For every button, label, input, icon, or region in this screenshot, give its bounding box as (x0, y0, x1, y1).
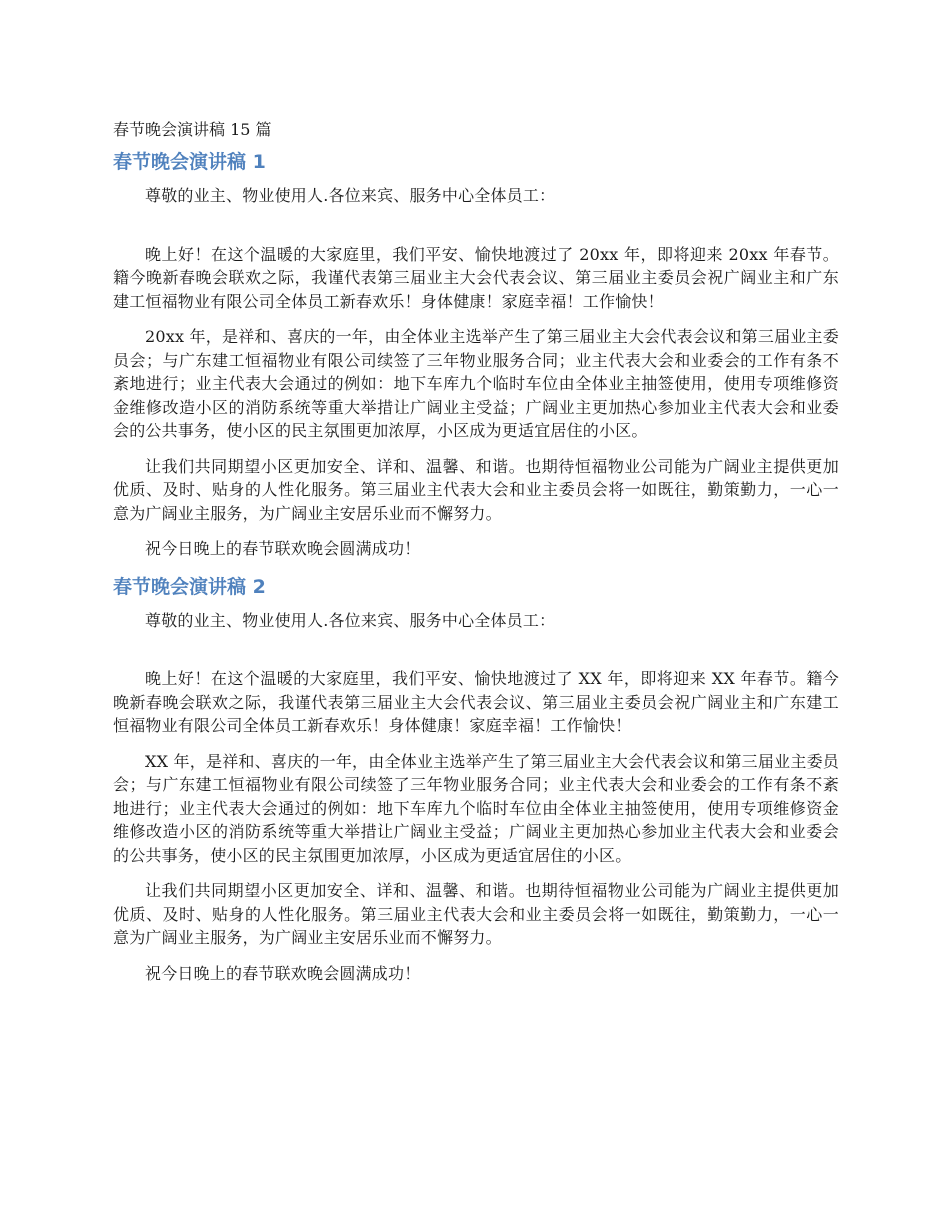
greeting-paragraph: 尊敬的业主、物业使用人.各位来宾、服务中心全体员工： (145, 610, 556, 630)
opening-paragraph: 晚上好！在这个温暖的大家庭里，我们平安、愉快地渡过了 20xx 年，即将迎来 20xx 年春节。籍今晚新春晚会联欢之际，我谨代表第三届业主大会代表会议、第三届业主委员会祝广阔业主和广东建工恒福物业有限公司全体员工新春欢乐！身体健康！家庭幸福！工作愉快！ (113, 244, 839, 311)
closing-paragraph: 祝今日晚上的春节联欢晚会圆满成功！ (145, 539, 421, 558)
section-heading: 春节晚会演讲稿 1 (113, 151, 266, 173)
greeting-paragraph: 尊敬的业主、物业使用人.各位来宾、服务中心全体员工： (145, 186, 556, 205)
opening-paragraph: 晚上好！在这个温暖的大家庭里，我们平安、愉快地渡过了 XX 年，即将迎来 XX 年春节。籍今晚新春晚会联欢之际，我谨代表第三届业主大会代表会议、第三届业主委员会祝广阔业主和广东建工恒福物业有限公司全体员工新春欢乐！身体健康！家庭幸福！工作愉快！ (113, 669, 839, 735)
review-paragraph: 20xx 年，是祥和、喜庆的一年，由全体业主选举产生了第三届业主大会代表会议和第三届业主委员会；与广东建工恒福物业有限公司续签了三年物业服务合同；业主代表大会和业委会的工作有条不紊地进行；业主代表大会通过的例如：地下车库九个临时车位由全体业主抽签使用，使用专项维修资金维修改造小区的消防系统等重大举措让广阔业主受益；广阔业主更加热心参加业主代表大会和业委会的公共事务，使小区的民主氛围更加浓厚，小区成为更适宜居住的小区。 (113, 327, 839, 440)
outlook-paragraph: 让我们共同期望小区更加安全、详和、温馨、和谐。也期待恒福物业公司能为广阔业主提供更加优质、及时、贴身的人性化服务。第三届业主代表大会和业主委员会将一如既往，勤策勤力，一心一意为广阔业主服务，为广阔业主安居乐业而不懈努力。 (113, 881, 839, 947)
speech-section-2 (113, 573, 839, 986)
section-heading: 春节晚会演讲稿 2 (113, 575, 266, 598)
outlook-paragraph: 让我们共同期望小区更加安全、详和、温馨、和谐。也期待恒福物业公司能为广阔业主提供更加优质、及时、贴身的人性化服务。第三届业主代表大会和业主委员会将一如既往，勤策勤力，一心一意为广阔业主服务，为广阔业主安居乐业而不懈努力。 (113, 456, 839, 523)
speech-section-1 (113, 148, 839, 561)
blank-line (113, 644, 839, 667)
closing-paragraph: 祝今日晚上的春节联欢晚会圆满成功！ (145, 963, 421, 983)
document-page (113, 118, 839, 997)
review-paragraph: XX 年，是祥和、喜庆的一年，由全体业主选举产生了第三届业主大会代表会议和第三届业主委员会；与广东建工恒福物业有限公司续签了三年物业服务合同；业主代表大会和业委会的工作有条不紊地进行；业主代表大会通过的例如：地下车库九个临时车位由全体业主抽签使用，使用专项维修资金维修改造小区的消防系统等重大举措让广阔业主受益；广阔业主更加热心参加业主代表大会和业委会的公共事务，使小区的民主氛围更加浓厚，小区成为更适宜居住的小区。 (113, 751, 839, 865)
blank-line (113, 220, 839, 243)
document-title: 春节晚会演讲稿 15 篇 (113, 120, 272, 139)
